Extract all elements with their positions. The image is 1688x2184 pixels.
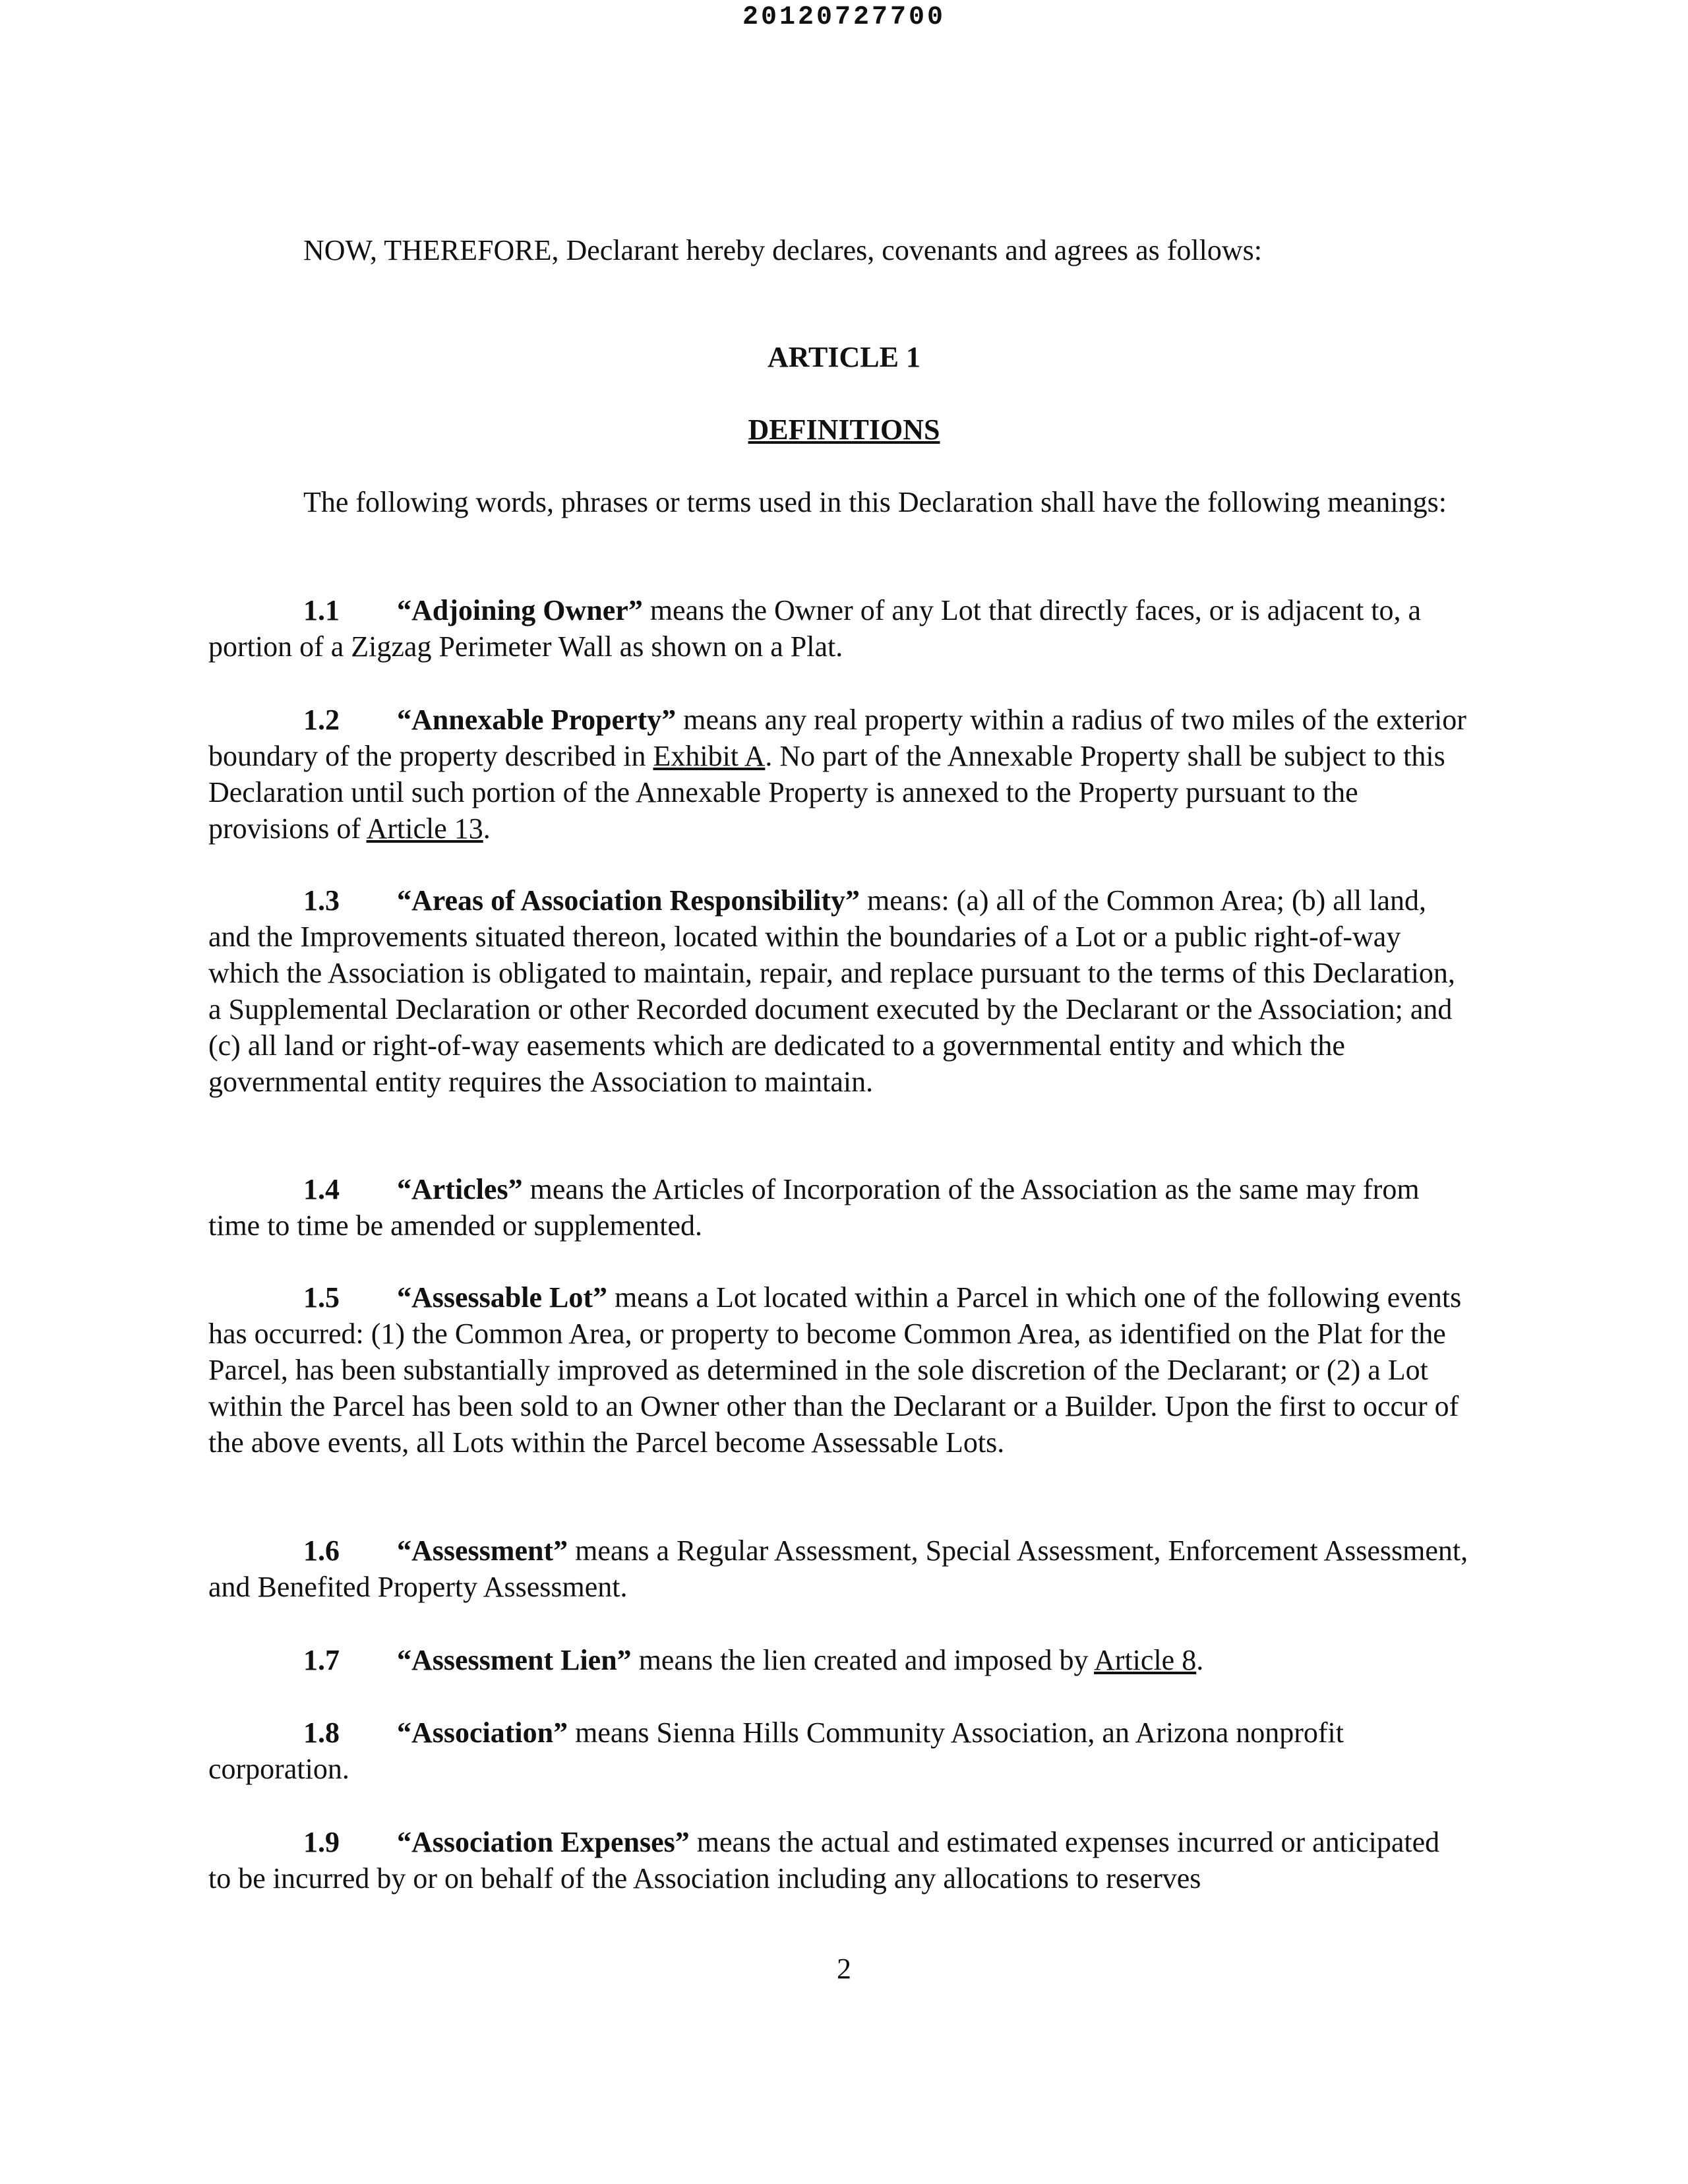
section-number: 1.9 <box>303 1826 340 1858</box>
defined-term: “Annexable Property” <box>397 704 677 736</box>
defined-term: “Assessable Lot” <box>397 1281 608 1314</box>
section-1-6 <box>208 1532 1469 1605</box>
defined-term: “Assessment” <box>397 1534 568 1567</box>
section-1-3 <box>208 882 1469 1100</box>
definition-text: . <box>483 812 491 845</box>
section-number: 1.5 <box>303 1281 340 1314</box>
exhibit-a-reference: Exhibit A <box>653 740 766 772</box>
definition-text: means the lien created and imposed by <box>631 1644 1095 1676</box>
section-number: 1.8 <box>303 1716 340 1749</box>
defined-term: “Assessment Lien” <box>397 1644 632 1676</box>
defined-term: “Areas of Association Responsibility” <box>397 884 860 917</box>
section-1-7 <box>208 1642 1469 1678</box>
definition-text: means the actual and estimated expenses incurred or anticipated to be incurred by or on behalf of the Association including any allocations to reserves <box>208 1826 1440 1895</box>
definition-text: means any real property within a radius of two miles of the exterior boundary of the property described in <box>208 704 1466 772</box>
section-1-8 <box>208 1714 1469 1787</box>
defined-term: “Association Expenses” <box>397 1826 690 1858</box>
section-1-9 <box>208 1824 1469 1896</box>
section-1-4 <box>208 1171 1469 1244</box>
definition-text: means a Regular Assessment, Special Assessment, Enforcement Assessment, and Benefited Property Assessment. <box>208 1534 1468 1603</box>
definition-text: . No part of the Annexable Property shall be subject to this Declaration until such portion of the Annexable Property is annexed to the Property pursuant to the provisions of <box>208 740 1445 845</box>
section-number: 1.4 <box>303 1173 340 1205</box>
defined-term: “Association” <box>397 1716 568 1749</box>
defined-term: “Articles” <box>397 1173 523 1205</box>
section-number: 1.2 <box>303 704 340 736</box>
article-number: ARTICLE 1 <box>768 341 920 373</box>
preamble-paragraph <box>208 484 1469 520</box>
article-8-reference: Article 8 <box>1094 1644 1197 1676</box>
preamble-text: The following words, phrases or terms used in this Declaration shall have the following meanings: <box>303 486 1447 518</box>
intro-text: NOW, THEREFORE, Declarant hereby declares, covenants and agrees as follows: <box>303 234 1262 266</box>
section-1-1 <box>208 592 1469 665</box>
section-number: 1.7 <box>303 1644 340 1676</box>
defined-term: “Adjoining Owner” <box>397 594 643 626</box>
definition-text: . <box>1196 1644 1204 1676</box>
section-1-2 <box>208 702 1469 847</box>
definition-text: means Sienna Hills Community Association, an Arizona nonprofit corporation. <box>208 1716 1344 1785</box>
definition-text: means a Lot located within a Parcel in which one of the following events has occurred: (1) the Common Area, or property to become Common Area, as identified on the Plat for the Parcel, has been substantially improved as determined in the sole discretion of the Declarant; or (2) a Lot within the Parcel has been sold to an Owner other than the Declarant or a Builder. Upon the first to occur of the above events, all Lots within the Parcel become Assessable Lots. <box>208 1281 1462 1459</box>
page-number: 2 <box>837 1953 851 1985</box>
definition-text: means the Owner of any Lot that directly faces, or is adjacent to, a portion of a Zigzag Perimeter Wall as shown on a Plat. <box>208 594 1422 663</box>
article-title: DEFINITIONS <box>748 413 940 446</box>
document-number: 20120727700 <box>742 3 946 32</box>
section-number: 1.6 <box>303 1534 340 1567</box>
section-number: 1.1 <box>303 594 340 626</box>
definition-text: means the Articles of Incorporation of the Association as the same may from time to time be amended or supplemented. <box>208 1173 1420 1242</box>
intro-paragraph <box>208 232 1469 268</box>
article-13-reference: Article 13 <box>366 812 483 845</box>
section-number: 1.3 <box>303 884 340 917</box>
section-1-5 <box>208 1279 1469 1461</box>
definition-text: means: (a) all of the Common Area; (b) all land, and the Improvements situated thereon, located within the boundaries of a Lot or a public right-of-way which the Association is obligated to maintain, repair, and replace pursuant to the terms of this Declaration, a Supplemental Declaration or other Recorded document executed by the Declarant or the Association; and (c) all land or right-of-way easements which are dedicated to a governmental entity and which the governmental entity requires the Association to maintain. <box>208 884 1455 1098</box>
